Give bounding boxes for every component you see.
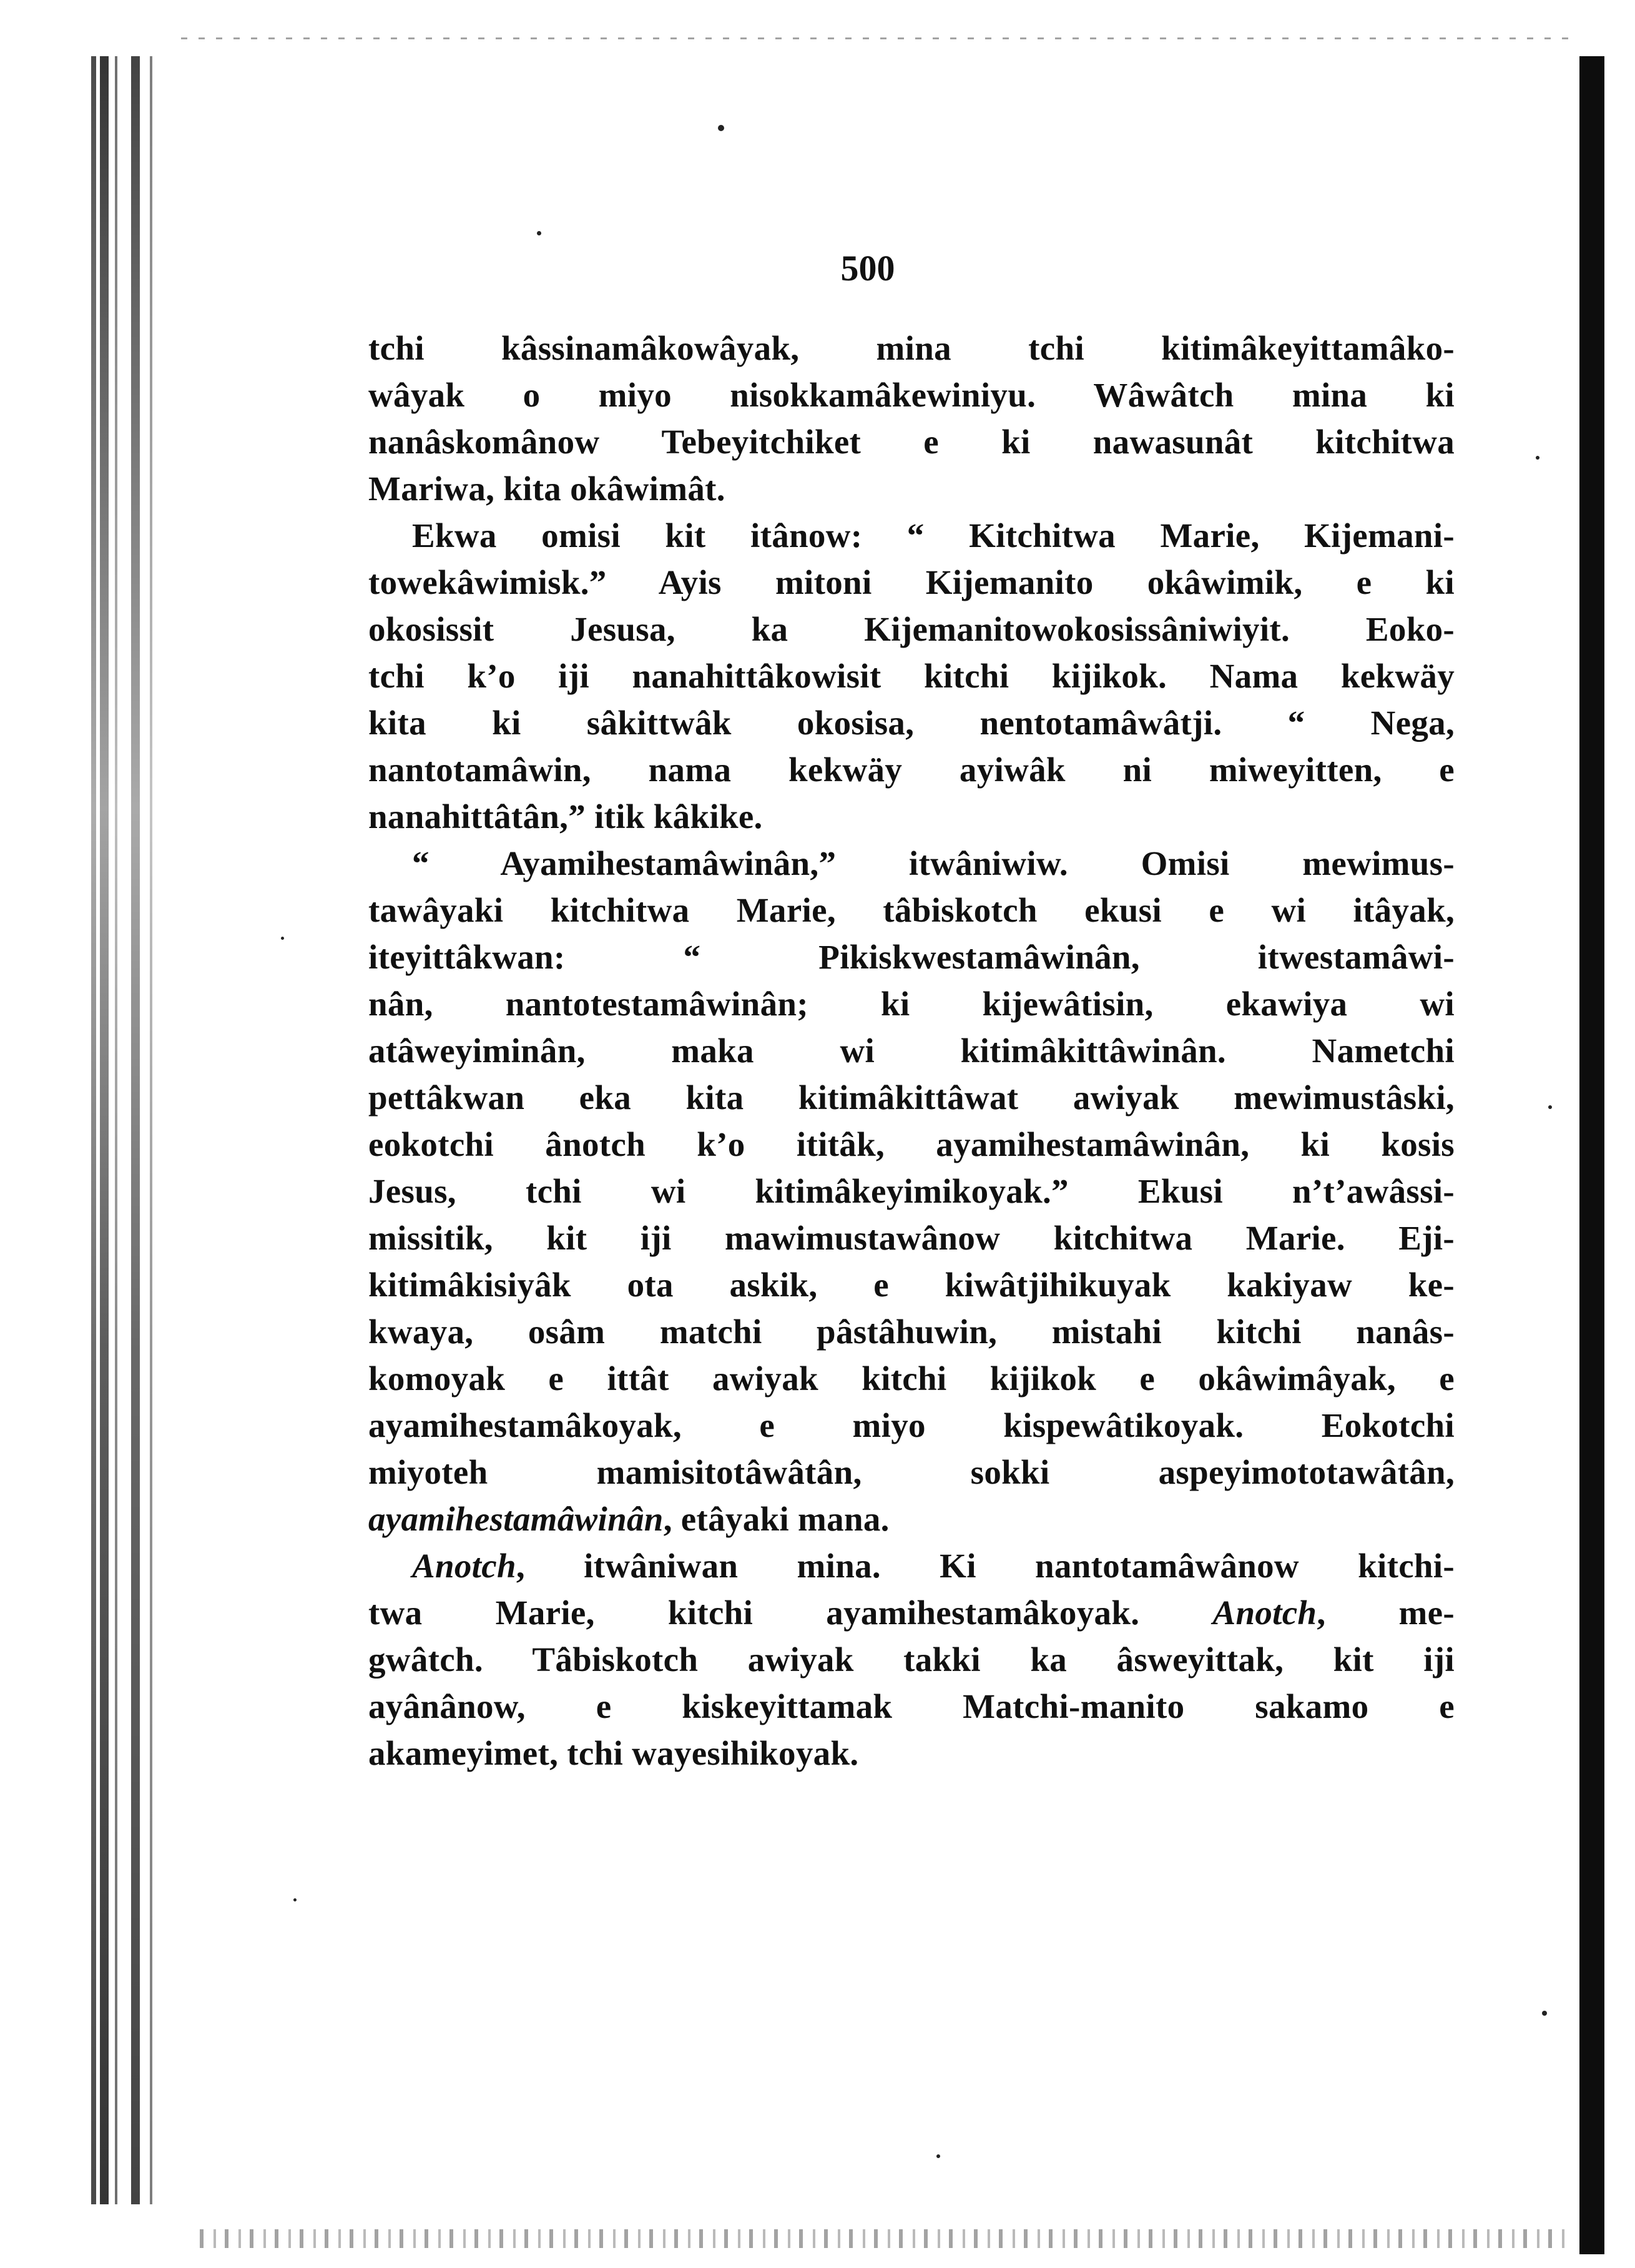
text-segment: eokotchi ânotch k’o ititâk, ayamihestamâwinân, ki kosis xyxy=(368,1125,1455,1163)
text-line xyxy=(368,512,1455,559)
text-segment: iteyittâkwan: “ Pikiskwestamâwinân, itwestamâwi- xyxy=(368,938,1455,976)
text-line xyxy=(368,1730,1455,1777)
text-segment: “ Ayamihestamâwinân,” itwâniwiw. Omisi mewimus- xyxy=(412,844,1455,882)
text-line xyxy=(368,325,1455,372)
text-line xyxy=(368,372,1455,418)
top-scan-edge xyxy=(181,37,1579,39)
bottom-scan-edge xyxy=(200,2229,1573,2248)
text-line xyxy=(368,653,1455,699)
italic-text-segment: Anotch xyxy=(412,1547,516,1585)
text-segment: twa Marie, kitchi ayamihestamâkoyak. xyxy=(368,1594,1213,1632)
text-line xyxy=(368,1449,1455,1496)
text-segment: tawâyaki kitchitwa Marie, tâbiskotch ekusi e wi itâyak, xyxy=(368,891,1455,929)
text-line xyxy=(368,840,1455,887)
text-segment: pettâkwan eka kita kitimâkittâwat awiyak mewimustâski, xyxy=(368,1078,1455,1117)
text-line xyxy=(368,1308,1455,1355)
text-line xyxy=(368,1168,1455,1215)
text-line xyxy=(368,1355,1455,1402)
ink-speck xyxy=(1542,2011,1547,2016)
text-line xyxy=(368,465,1455,512)
text-segment: nanâskomânow Tebeyitchiket e ki nawasunât kitchitwa xyxy=(368,423,1455,461)
text-segment: tchi k’o iji nanahittâkowisit kitchi kijikok. Nama kekwäy xyxy=(368,657,1455,695)
text-segment: ayânânow, e kiskeyittamak Matchi-manito sakamo e xyxy=(368,1687,1455,1725)
text-line xyxy=(368,887,1455,934)
ink-speck xyxy=(936,2154,940,2158)
text-line xyxy=(368,980,1455,1027)
text-segment: ayamihestamâkoyak, e miyo kispewâtikoyak. Eokotchi xyxy=(368,1406,1455,1444)
italic-text-segment: Anotch xyxy=(1212,1594,1317,1632)
text-segment: nân, nantotestamâwinân; ki kijewâtisin, ekawiya wi xyxy=(368,985,1455,1023)
text-segment: tchi kâssinamâkowâyak, mina tchi kitimâkeyittamâko- xyxy=(368,329,1455,367)
right-page-edge xyxy=(1579,56,1604,2254)
text-segment: nantotamâwin, nama kekwäy ayiwâk ni miweyitten, e xyxy=(368,751,1455,789)
text-line xyxy=(368,699,1455,746)
text-line xyxy=(368,559,1455,606)
ink-speck xyxy=(281,937,284,940)
text-line xyxy=(368,1496,1455,1542)
text-segment: gwâtch. Tâbiskotch awiyak takki ka âsweyittak, kit iji xyxy=(368,1640,1455,1679)
text-segment: towekâwimisk.” Ayis mitoni Kijemanito okâwimik, e ki xyxy=(368,563,1455,601)
text-segment: Mariwa, kita okâwimât. xyxy=(368,470,725,508)
text-segment: , etâyaki mana. xyxy=(663,1500,890,1538)
text-segment: , me- xyxy=(1317,1594,1455,1632)
text-line xyxy=(368,418,1455,465)
text-segment: nanahittâtân,” itik kâkike. xyxy=(368,797,763,836)
text-segment: atâweyiminân, maka wi kitimâkittâwinân. Nametchi xyxy=(368,1032,1455,1070)
text-line xyxy=(368,746,1455,793)
text-line xyxy=(368,1074,1455,1121)
text-line xyxy=(368,1542,1455,1589)
text-segment: okosissit Jesusa, ka Kijemanitowokosissâniwiyit. Eoko- xyxy=(368,610,1455,648)
ink-speck xyxy=(718,125,724,131)
text-line xyxy=(368,606,1455,653)
text-segment: Jesus, tchi wi kitimâkeyimikoyak.” Ekusi n’t’awâssi- xyxy=(368,1172,1455,1210)
left-binding-fade xyxy=(87,56,187,2204)
text-line xyxy=(368,1215,1455,1261)
text-segment: kita ki sâkittwâk okosisa, nentotamâwâtji. “ Nega, xyxy=(368,704,1455,742)
text-line xyxy=(368,1261,1455,1308)
text-segment: Ekwa omisi kit itânow: “ Kitchitwa Marie, Kijemani- xyxy=(412,516,1455,555)
text-segment: , itwâniwan mina. Ki nantotamâwânow kitchi- xyxy=(516,1547,1455,1585)
text-line xyxy=(368,1636,1455,1683)
text-line xyxy=(368,793,1455,840)
text-segment: kitimâkisiyâk ota askik, e kiwâtjihikuyak kakiyaw ke- xyxy=(368,1266,1455,1304)
text-segment: missitik, kit iji mawimustawânow kitchitwa Marie. Eji- xyxy=(368,1219,1455,1257)
text-line xyxy=(368,1589,1455,1636)
italic-text-segment: ayamihestamâwinân xyxy=(368,1500,664,1538)
page-number: 500 xyxy=(840,248,895,288)
text-line xyxy=(368,1121,1455,1168)
text-line xyxy=(368,1683,1455,1730)
text-line xyxy=(368,1402,1455,1449)
text-segment: kwaya, osâm matchi pâstâhuwin, mistahi kitchi nanâs- xyxy=(368,1313,1455,1351)
ink-speck xyxy=(1536,456,1539,460)
text-segment: komoyak e ittât awiyak kitchi kijikok e okâwimâyak, e xyxy=(368,1359,1455,1398)
body-text xyxy=(368,325,1455,1777)
text-segment: miyoteh mamisitotâwâtân, sokki aspeyimototawâtân, xyxy=(368,1453,1455,1491)
text-segment: wâyak o miyo nisokkamâkewiniyu. Wâwâtch mina ki xyxy=(368,376,1455,414)
ink-speck xyxy=(1548,1105,1552,1109)
ink-speck xyxy=(537,231,541,235)
text-line xyxy=(368,1027,1455,1074)
text-line xyxy=(368,934,1455,980)
text-segment: akameyimet, tchi wayesihikoyak. xyxy=(368,1734,859,1772)
ink-speck xyxy=(293,1898,297,1901)
